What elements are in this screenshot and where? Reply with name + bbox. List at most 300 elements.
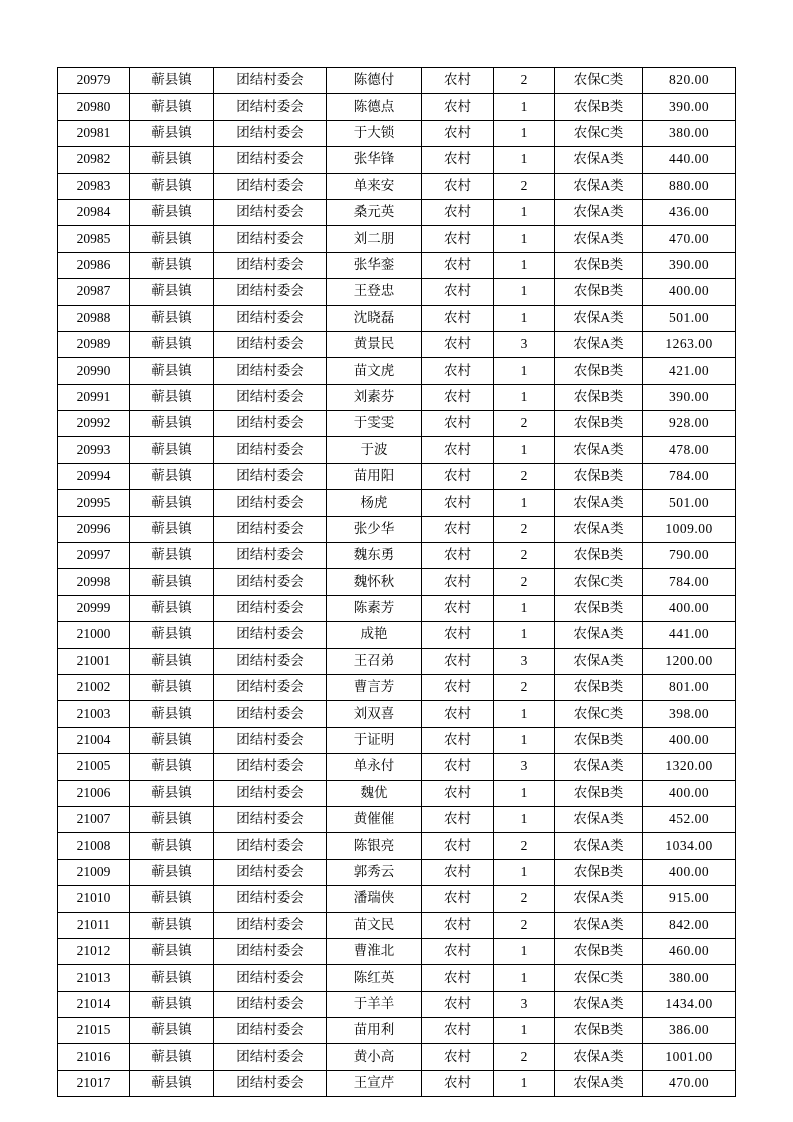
table-row [58,1044,736,1070]
cell-category: 农保A类 [555,516,643,542]
cell-amount: 386.00 [643,1018,736,1044]
beneficiary-table [57,67,736,1097]
table-row [58,490,736,516]
cell-amount: 1263.00 [643,331,736,357]
cell-town: 蕲县镇 [130,543,214,569]
cell-id: 20988 [58,305,130,331]
cell-village: 团结村委会 [214,437,327,463]
cell-town: 蕲县镇 [130,912,214,938]
cell-town: 蕲县镇 [130,305,214,331]
table-row [58,674,736,700]
cell-household-type: 农村 [422,358,494,384]
cell-town: 蕲县镇 [130,411,214,437]
cell-id: 20987 [58,279,130,305]
cell-name: 苗文虎 [327,358,422,384]
cell-person-count: 1 [494,94,555,120]
cell-name: 于证明 [327,727,422,753]
cell-category: 农保A类 [555,173,643,199]
cell-id: 20999 [58,595,130,621]
cell-id: 20980 [58,94,130,120]
table-row [58,754,736,780]
cell-amount: 1434.00 [643,991,736,1017]
cell-village: 团结村委会 [214,965,327,991]
cell-name: 王登忠 [327,279,422,305]
table-row [58,331,736,357]
cell-town: 蕲县镇 [130,674,214,700]
table-row [58,595,736,621]
table-row [58,199,736,225]
cell-name: 陈红英 [327,965,422,991]
cell-household-type: 农村 [422,68,494,94]
cell-person-count: 1 [494,727,555,753]
table-row [58,68,736,94]
cell-person-count: 1 [494,358,555,384]
cell-name: 张华銮 [327,252,422,278]
cell-household-type: 农村 [422,94,494,120]
cell-village: 团结村委会 [214,886,327,912]
cell-name: 陈银亮 [327,833,422,859]
cell-household-type: 农村 [422,886,494,912]
cell-household-type: 农村 [422,226,494,252]
cell-id: 20983 [58,173,130,199]
cell-id: 21003 [58,701,130,727]
cell-id: 20981 [58,120,130,146]
cell-category: 农保B类 [555,727,643,753]
cell-name: 黄小高 [327,1044,422,1070]
cell-name: 刘双喜 [327,701,422,727]
cell-village: 团结村委会 [214,490,327,516]
cell-village: 团结村委会 [214,411,327,437]
cell-village: 团结村委会 [214,780,327,806]
cell-village: 团结村委会 [214,569,327,595]
cell-amount: 400.00 [643,595,736,621]
cell-id: 21009 [58,859,130,885]
cell-household-type: 农村 [422,674,494,700]
cell-person-count: 1 [494,226,555,252]
cell-amount: 390.00 [643,94,736,120]
cell-name: 曹淮北 [327,938,422,964]
cell-category: 农保A类 [555,991,643,1017]
cell-person-count: 2 [494,463,555,489]
cell-id: 21001 [58,648,130,674]
cell-town: 蕲县镇 [130,754,214,780]
cell-category: 农保A类 [555,226,643,252]
cell-name: 于雯雯 [327,411,422,437]
cell-town: 蕲县镇 [130,68,214,94]
cell-category: 农保C类 [555,68,643,94]
table-row [58,622,736,648]
cell-town: 蕲县镇 [130,780,214,806]
cell-name: 陈德点 [327,94,422,120]
cell-household-type: 农村 [422,384,494,410]
cell-name: 张华锋 [327,147,422,173]
cell-town: 蕲县镇 [130,173,214,199]
table-row [58,648,736,674]
cell-category: 农保A类 [555,622,643,648]
cell-person-count: 1 [494,279,555,305]
cell-category: 农保A类 [555,1044,643,1070]
cell-category: 农保B类 [555,94,643,120]
cell-village: 团结村委会 [214,543,327,569]
table-row [58,279,736,305]
table-row [58,1070,736,1096]
cell-id: 21013 [58,965,130,991]
cell-person-count: 1 [494,437,555,463]
table-row [58,886,736,912]
cell-id: 21007 [58,806,130,832]
cell-id: 20990 [58,358,130,384]
cell-amount: 398.00 [643,701,736,727]
cell-town: 蕲县镇 [130,1044,214,1070]
table-row [58,859,736,885]
cell-amount: 820.00 [643,68,736,94]
cell-household-type: 农村 [422,331,494,357]
cell-person-count: 1 [494,199,555,225]
cell-village: 团结村委会 [214,463,327,489]
cell-person-count: 2 [494,1044,555,1070]
cell-amount: 784.00 [643,463,736,489]
cell-amount: 790.00 [643,543,736,569]
cell-category: 农保B类 [555,463,643,489]
cell-id: 21002 [58,674,130,700]
cell-name: 张少华 [327,516,422,542]
table-row [58,358,736,384]
cell-household-type: 农村 [422,833,494,859]
cell-name: 杨虎 [327,490,422,516]
cell-town: 蕲县镇 [130,701,214,727]
cell-person-count: 3 [494,991,555,1017]
table-row [58,569,736,595]
cell-category: 农保C类 [555,569,643,595]
cell-amount: 501.00 [643,305,736,331]
cell-town: 蕲县镇 [130,463,214,489]
cell-name: 单来安 [327,173,422,199]
table-body [58,68,736,1097]
table-row [58,727,736,753]
cell-category: 农保A类 [555,147,643,173]
cell-name: 苗用阳 [327,463,422,489]
cell-town: 蕲县镇 [130,516,214,542]
cell-amount: 501.00 [643,490,736,516]
cell-category: 农保C类 [555,701,643,727]
cell-person-count: 1 [494,701,555,727]
cell-household-type: 农村 [422,1070,494,1096]
cell-household-type: 农村 [422,463,494,489]
cell-person-count: 3 [494,754,555,780]
cell-category: 农保A类 [555,806,643,832]
table-row [58,806,736,832]
cell-name: 单永付 [327,754,422,780]
cell-name: 王宣芹 [327,1070,422,1096]
cell-id: 20984 [58,199,130,225]
cell-amount: 478.00 [643,437,736,463]
table-row [58,543,736,569]
cell-village: 团结村委会 [214,648,327,674]
cell-category: 农保B类 [555,543,643,569]
cell-village: 团结村委会 [214,226,327,252]
table-row [58,411,736,437]
cell-household-type: 农村 [422,859,494,885]
cell-town: 蕲县镇 [130,252,214,278]
cell-village: 团结村委会 [214,358,327,384]
cell-village: 团结村委会 [214,1070,327,1096]
table-row [58,252,736,278]
cell-household-type: 农村 [422,1018,494,1044]
cell-category: 农保B类 [555,411,643,437]
cell-category: 农保B类 [555,358,643,384]
cell-village: 团结村委会 [214,305,327,331]
cell-person-count: 1 [494,120,555,146]
cell-id: 21004 [58,727,130,753]
cell-amount: 784.00 [643,569,736,595]
cell-household-type: 农村 [422,305,494,331]
cell-name: 于羊羊 [327,991,422,1017]
cell-town: 蕲县镇 [130,358,214,384]
cell-name: 苗用利 [327,1018,422,1044]
cell-id: 21008 [58,833,130,859]
cell-amount: 400.00 [643,279,736,305]
cell-household-type: 农村 [422,173,494,199]
cell-person-count: 1 [494,490,555,516]
cell-town: 蕲县镇 [130,806,214,832]
cell-village: 团结村委会 [214,674,327,700]
cell-name: 沈晓磊 [327,305,422,331]
cell-town: 蕲县镇 [130,279,214,305]
cell-name: 成艳 [327,622,422,648]
cell-category: 农保B类 [555,279,643,305]
cell-amount: 400.00 [643,727,736,753]
cell-amount: 440.00 [643,147,736,173]
cell-name: 陈德付 [327,68,422,94]
cell-town: 蕲县镇 [130,595,214,621]
cell-category: 农保A类 [555,886,643,912]
cell-id: 21015 [58,1018,130,1044]
cell-person-count: 1 [494,1018,555,1044]
cell-id: 21012 [58,938,130,964]
table-row [58,701,736,727]
cell-name: 魏优 [327,780,422,806]
cell-category: 农保B类 [555,595,643,621]
cell-id: 20994 [58,463,130,489]
cell-town: 蕲县镇 [130,622,214,648]
cell-id: 21005 [58,754,130,780]
cell-village: 团结村委会 [214,754,327,780]
cell-village: 团结村委会 [214,938,327,964]
cell-category: 农保B类 [555,859,643,885]
cell-village: 团结村委会 [214,622,327,648]
cell-category: 农保C类 [555,965,643,991]
cell-amount: 390.00 [643,252,736,278]
cell-amount: 1009.00 [643,516,736,542]
cell-village: 团结村委会 [214,1018,327,1044]
cell-id: 20992 [58,411,130,437]
cell-name: 苗文民 [327,912,422,938]
cell-id: 20997 [58,543,130,569]
cell-town: 蕲县镇 [130,384,214,410]
cell-household-type: 农村 [422,199,494,225]
table-row [58,463,736,489]
cell-id: 21011 [58,912,130,938]
cell-person-count: 1 [494,1070,555,1096]
cell-person-count: 1 [494,806,555,832]
cell-village: 团结村委会 [214,701,327,727]
table-row [58,833,736,859]
cell-town: 蕲县镇 [130,648,214,674]
cell-amount: 452.00 [643,806,736,832]
cell-category: 农保A类 [555,912,643,938]
cell-village: 团结村委会 [214,94,327,120]
cell-household-type: 农村 [422,648,494,674]
table-row [58,384,736,410]
table-row [58,305,736,331]
cell-amount: 421.00 [643,358,736,384]
cell-household-type: 农村 [422,780,494,806]
table-row [58,516,736,542]
cell-household-type: 农村 [422,490,494,516]
cell-household-type: 农村 [422,701,494,727]
cell-person-count: 2 [494,173,555,199]
cell-person-count: 1 [494,965,555,991]
cell-amount: 390.00 [643,384,736,410]
cell-name: 桑元英 [327,199,422,225]
cell-name: 魏东勇 [327,543,422,569]
cell-town: 蕲县镇 [130,147,214,173]
cell-household-type: 农村 [422,569,494,595]
cell-amount: 460.00 [643,938,736,964]
cell-person-count: 1 [494,305,555,331]
cell-person-count: 2 [494,411,555,437]
table-row [58,173,736,199]
cell-village: 团结村委会 [214,1044,327,1070]
cell-category: 农保A类 [555,305,643,331]
cell-id: 20989 [58,331,130,357]
table-row [58,965,736,991]
cell-person-count: 1 [494,252,555,278]
cell-person-count: 1 [494,384,555,410]
cell-town: 蕲县镇 [130,1070,214,1096]
cell-id: 20993 [58,437,130,463]
cell-id: 20991 [58,384,130,410]
table-row [58,147,736,173]
cell-village: 团结村委会 [214,727,327,753]
cell-town: 蕲县镇 [130,727,214,753]
cell-amount: 1320.00 [643,754,736,780]
cell-household-type: 农村 [422,1044,494,1070]
cell-name: 刘二朋 [327,226,422,252]
table-row [58,780,736,806]
cell-household-type: 农村 [422,120,494,146]
cell-person-count: 2 [494,68,555,94]
cell-person-count: 2 [494,543,555,569]
cell-id: 21017 [58,1070,130,1096]
cell-category: 农保A类 [555,833,643,859]
cell-person-count: 2 [494,912,555,938]
cell-village: 团结村委会 [214,595,327,621]
cell-category: 农保A类 [555,490,643,516]
cell-id: 20985 [58,226,130,252]
cell-household-type: 农村 [422,754,494,780]
table-row [58,938,736,964]
cell-name: 陈素芳 [327,595,422,621]
cell-household-type: 农村 [422,543,494,569]
cell-village: 团结村委会 [214,912,327,938]
cell-id: 20979 [58,68,130,94]
cell-town: 蕲县镇 [130,991,214,1017]
cell-id: 20986 [58,252,130,278]
cell-household-type: 农村 [422,806,494,832]
cell-household-type: 农村 [422,938,494,964]
cell-category: 农保A类 [555,754,643,780]
cell-id: 21000 [58,622,130,648]
cell-category: 农保A类 [555,648,643,674]
cell-id: 20995 [58,490,130,516]
cell-amount: 470.00 [643,1070,736,1096]
cell-village: 团结村委会 [214,833,327,859]
cell-person-count: 2 [494,569,555,595]
cell-village: 团结村委会 [214,120,327,146]
cell-person-count: 1 [494,780,555,806]
cell-person-count: 2 [494,886,555,912]
cell-person-count: 3 [494,648,555,674]
cell-household-type: 农村 [422,727,494,753]
cell-village: 团结村委会 [214,252,327,278]
cell-category: 农保B类 [555,384,643,410]
cell-id: 20998 [58,569,130,595]
cell-town: 蕲县镇 [130,833,214,859]
cell-person-count: 2 [494,674,555,700]
cell-town: 蕲县镇 [130,331,214,357]
cell-village: 团结村委会 [214,859,327,885]
cell-village: 团结村委会 [214,68,327,94]
cell-name: 于波 [327,437,422,463]
cell-town: 蕲县镇 [130,490,214,516]
cell-name: 王召弟 [327,648,422,674]
cell-household-type: 农村 [422,279,494,305]
cell-village: 团结村委会 [214,199,327,225]
cell-id: 20996 [58,516,130,542]
cell-name: 潘瑞侠 [327,886,422,912]
cell-amount: 915.00 [643,886,736,912]
cell-category: 农保B类 [555,938,643,964]
cell-category: 农保A类 [555,199,643,225]
cell-household-type: 农村 [422,437,494,463]
cell-name: 黄催催 [327,806,422,832]
cell-id: 21010 [58,886,130,912]
cell-town: 蕲县镇 [130,199,214,225]
cell-person-count: 2 [494,516,555,542]
cell-amount: 880.00 [643,173,736,199]
cell-household-type: 农村 [422,516,494,542]
cell-village: 团结村委会 [214,516,327,542]
cell-id: 21006 [58,780,130,806]
cell-id: 21014 [58,991,130,1017]
cell-village: 团结村委会 [214,173,327,199]
cell-person-count: 2 [494,833,555,859]
cell-village: 团结村委会 [214,384,327,410]
cell-person-count: 1 [494,595,555,621]
table-row [58,1018,736,1044]
cell-household-type: 农村 [422,912,494,938]
cell-town: 蕲县镇 [130,1018,214,1044]
cell-id: 20982 [58,147,130,173]
cell-category: 农保A类 [555,1070,643,1096]
cell-name: 黄景民 [327,331,422,357]
cell-name: 郭秀云 [327,859,422,885]
cell-amount: 842.00 [643,912,736,938]
cell-amount: 441.00 [643,622,736,648]
cell-amount: 380.00 [643,120,736,146]
cell-amount: 400.00 [643,859,736,885]
